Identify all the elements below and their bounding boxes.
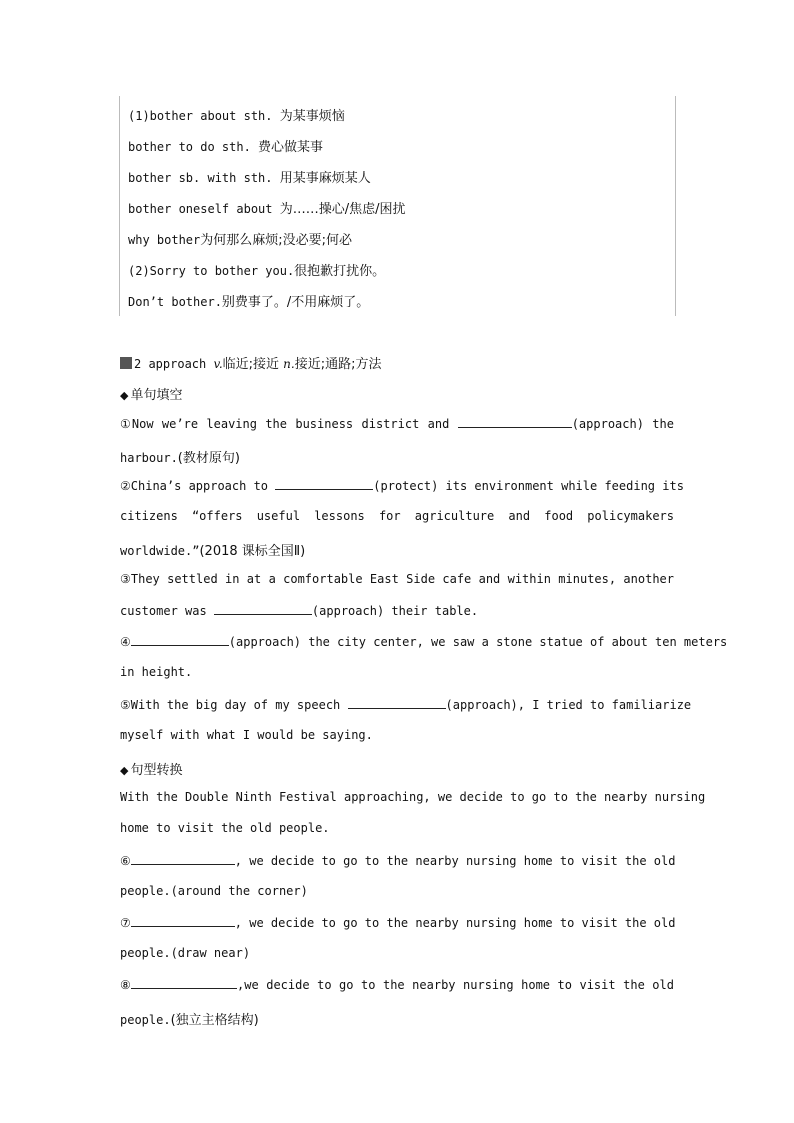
part-title-transform: ◆ 句型转换	[120, 763, 183, 778]
phrase-line: why bother为何那么麻烦;没必要;何必	[128, 233, 353, 248]
diamond-bullet-icon: ◆	[120, 764, 129, 777]
question-3: ③They settled in at a comfortable East Side cafe and within minutes, another	[120, 572, 674, 586]
phrase-line: bother to do sth. 费心做某事	[128, 140, 324, 155]
question-1: ①Now we’re leaving the business district and (approach) the	[120, 417, 674, 431]
phrase-line: bother oneself about 为……操心/焦虑/困扰	[128, 202, 406, 217]
square-bullet-icon	[120, 357, 132, 369]
answer-blank[interactable]	[131, 634, 229, 646]
phrase-line: Don’t bother.别费事了。/不用麻烦了。	[128, 295, 370, 310]
question-4-cont: in height.	[120, 665, 193, 679]
stem-sentence: With the Double Ninth Festival approaching, we decide to go to the nearby nursing	[120, 790, 706, 804]
phrase-box	[119, 96, 676, 316]
question-6: ⑥ , we decide to go to the nearby nursing home to visit the old	[120, 854, 676, 868]
answer-blank[interactable]	[131, 915, 235, 927]
phrase-line: (1)bother about sth. 为某事烦恼	[128, 109, 345, 124]
stem-sentence-cont: home to visit the old people.	[120, 821, 330, 835]
answer-blank[interactable]	[214, 603, 312, 615]
question-7: ⑦ , we decide to go to the nearby nursing home to visit the old	[120, 916, 676, 930]
part-title-fill: ◆ 单句填空	[120, 388, 183, 403]
question-2-cont: worldwide.”(2018 课标全国Ⅱ)	[120, 544, 306, 559]
question-5-cont: myself with what I would be saying.	[120, 728, 373, 742]
phrase-line: (2)Sorry to bother you.很抱歉打扰你。	[128, 264, 386, 279]
answer-blank[interactable]	[458, 416, 572, 428]
question-3-cont: customer was (approach) their table.	[120, 604, 479, 618]
question-8: ⑧ ,we decide to go to the nearby nursing home to visit the old	[120, 978, 674, 992]
question-4: ④ (approach) the city center, we saw a stone statue of about ten meters	[120, 635, 728, 649]
question-2: ②China’s approach to (protect) its environment while feeding its	[120, 479, 684, 493]
answer-blank[interactable]	[131, 853, 235, 865]
diamond-bullet-icon: ◆	[120, 389, 129, 402]
section-heading: 2 approach v.临近;接近 n.接近;通路;方法	[120, 353, 674, 372]
answer-blank[interactable]	[348, 697, 446, 709]
answer-blank[interactable]	[275, 478, 373, 490]
answer-blank[interactable]	[131, 977, 237, 989]
question-1-cont: harbour.(教材原句)	[120, 451, 240, 466]
question-7-cont: people.(draw near)	[120, 946, 251, 960]
question-2-cont: citizens “offers useful lessons for agriculture and food policymakers	[120, 509, 674, 523]
question-8-cont: people.(独立主格结构)	[120, 1013, 259, 1028]
question-5: ⑤With the big day of my speech (approach), I tried to familiarize	[120, 698, 692, 712]
phrase-line: bother sb. with sth. 用某事麻烦某人	[128, 171, 371, 186]
question-6-cont: people.(around the corner)	[120, 884, 308, 898]
